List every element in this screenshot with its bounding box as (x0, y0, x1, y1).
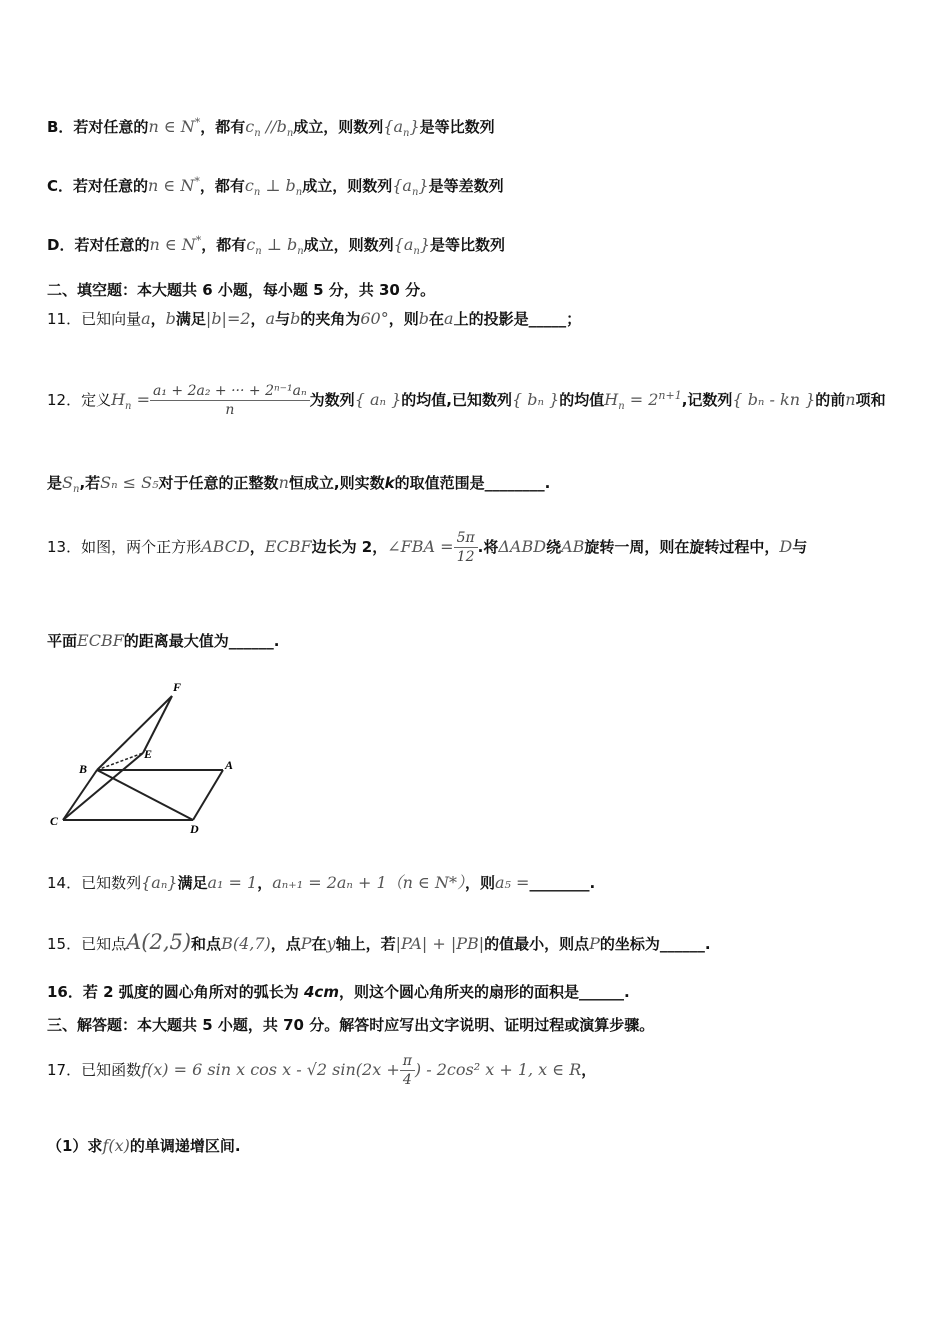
edge-AD (193, 770, 223, 820)
edge-BE-hidden (97, 753, 143, 770)
mean-fraction: $\frac{\text{a₁ + 2a₂ + ··· + 2ⁿ⁻¹aₙ}}{n}$ (150, 382, 310, 419)
question-12: 12．定义$H_n$ = $\frac{\text{a₁ + 2a₂ + ··· + 2ⁿ⁻¹aₙ}}{n}$ 为数列{ aₙ }的均值,已知数列{ bₙ }的均值$H_n = 2^{n+1}$,记数列{ bₙ - kn }的前n项和 (47, 383, 886, 418)
option-c: C．若对任意的n ∈ N*，都有$c_n$ ⊥ $b_n$成立，则数列$\{a_n\}$是等差数列 (47, 175, 504, 198)
question-13: 13．如图，两个正方形ABCD，ECBF边长为 2，∠FBA = $\frac{5\pi}{12}$ .将ΔABD绕AB旋转一周，则在旋转过程中，D与 (47, 530, 808, 565)
option-d: D．若对任意的n ∈ N*，都有$c_n$ ⊥ $b_n$成立，则数列$\{a_n\}$是等比数列 (47, 234, 506, 257)
label-A: A (225, 758, 234, 772)
section-3-heading: 三、解答题：本大题共 5 小题，共 70 分。解答时应写出文字说明、证明过程或演算步骤。 (47, 1016, 655, 1034)
math-n-in-N: n ∈ N (148, 117, 195, 136)
question-17-part-1: （1）求f(x)的单调递增区间. (47, 1136, 241, 1155)
question-17: 17．已知函数f(x) = 6 sin x cos x - √2 sin(2x + $\frac{\pi}{4}$ ) - 2cos² x + 1, x ∈ R， (47, 1053, 597, 1088)
pi-over-4: $\frac{\pi}{4}$ (400, 1052, 415, 1089)
label-C: C (50, 814, 59, 828)
edge-BD (97, 770, 193, 820)
label-E: E (144, 747, 153, 761)
question-14: 14．已知数列{aₙ}满足a₁ = 1，aₙ₊₁ = 2aₙ + 1（n ∈ N*），则a₅ =________. (47, 873, 596, 892)
question-12-cont: 是$S_n$,若Sₙ ≤ S₅对于任意的正整数n恒成立,则实数k的取值范围是________. (47, 473, 551, 495)
geometry-figure (45, 678, 245, 838)
question-15: 15．已知点A(2,5)和点B(4,7)，点P在y轴上，若|PA| + |PB|的值最小，则点P的坐标为______. (47, 930, 711, 954)
question-16: 16．若 2 弧度的圆心角所对的弧长为 4cm，则这个圆心角所夹的扇形的面积是______. (47, 983, 630, 1001)
angle-fraction: $\frac{5\pi}{12}$ (454, 529, 478, 566)
label-D: D (190, 822, 199, 836)
label-F: F (173, 680, 182, 694)
edge-FE (143, 696, 172, 753)
option-b: B．若对任意的n ∈ N*，都有$c_n$ $//b_n$成立，则数列$\{a_n\}$是等比数列 (47, 116, 495, 139)
question-11: 11．已知向量a，b满足|b|=2，a与b的夹角为60°，则b在a上的投影是_____； (47, 309, 582, 328)
question-13-cont: 平面ECBF的距离最大值为______. (47, 631, 280, 650)
section-2-heading: 二、填空题：本大题共 6 小题，每小题 5 分，共 30 分。 (47, 281, 436, 299)
label-B: B (79, 762, 88, 776)
